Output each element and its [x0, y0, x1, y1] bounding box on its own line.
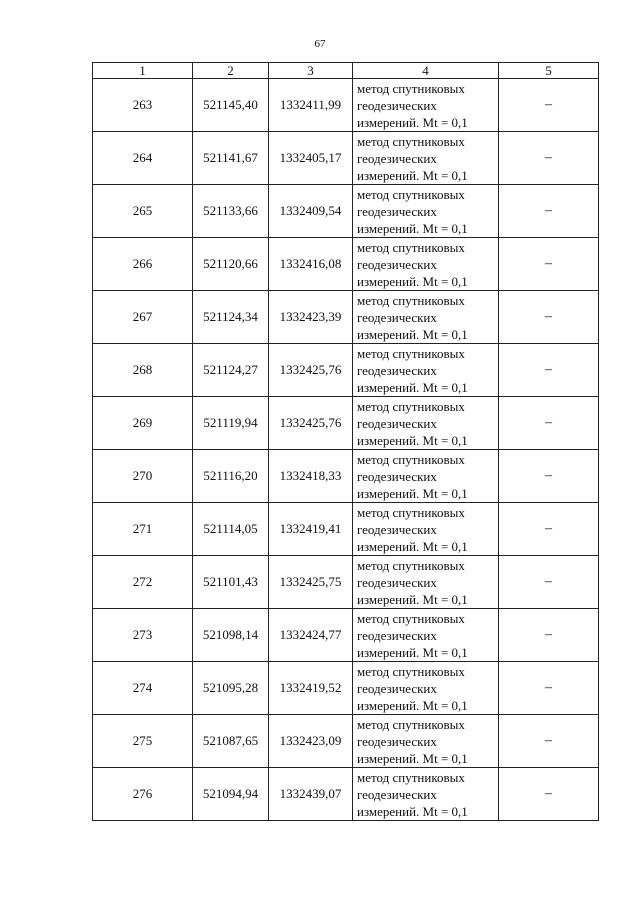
method-line: геодезических [357, 362, 437, 378]
point-number-cell: 269 [93, 397, 193, 450]
method-line: геодезических [357, 468, 437, 484]
y-coordinate-cell: 1332418,33 [269, 450, 353, 503]
method-line: метод спутниковых [357, 663, 465, 679]
header-cell: 5 [499, 63, 599, 79]
note-cell: – [499, 291, 599, 344]
y-coordinate-cell: 1332439,07 [269, 768, 353, 821]
method-cell [353, 185, 499, 238]
y-coordinate-cell: 1332416,08 [269, 238, 353, 291]
note-cell: – [499, 238, 599, 291]
x-coordinate-cell: 521133,66 [193, 185, 269, 238]
method-cell [353, 238, 499, 291]
note-cell: – [499, 185, 599, 238]
method-line: измерений. Mt = 0,1 [357, 697, 468, 713]
x-coordinate-cell: 521087,65 [193, 715, 269, 768]
y-coordinate-cell: 1332411,99 [269, 79, 353, 132]
method-cell [353, 503, 499, 556]
table-row [93, 609, 599, 662]
page-number: 67 [314, 38, 326, 50]
point-number-cell: 271 [93, 503, 193, 556]
table-body [93, 79, 599, 821]
method-line: метод спутниковых [357, 557, 465, 573]
method-line: измерений. Mt = 0,1 [357, 379, 468, 395]
method-cell [353, 397, 499, 450]
table-row [93, 503, 599, 556]
note-cell: – [499, 503, 599, 556]
method-cell [353, 556, 499, 609]
method-line: геодезических [357, 309, 437, 325]
note-cell: – [499, 609, 599, 662]
y-coordinate-cell: 1332419,41 [269, 503, 353, 556]
method-line: геодезических [357, 786, 437, 802]
method-line: геодезических [357, 203, 437, 219]
method-line: метод спутниковых [357, 504, 465, 520]
note-cell: – [499, 79, 599, 132]
y-coordinate-cell: 1332409,54 [269, 185, 353, 238]
point-number-cell: 276 [93, 768, 193, 821]
header-cell: 4 [353, 63, 499, 79]
table-row [93, 79, 599, 132]
note-cell: – [499, 344, 599, 397]
y-coordinate-cell: 1332423,39 [269, 291, 353, 344]
header-row [93, 63, 599, 79]
point-number-cell: 274 [93, 662, 193, 715]
note-cell: – [499, 768, 599, 821]
method-cell [353, 450, 499, 503]
point-number-cell: 275 [93, 715, 193, 768]
y-coordinate-cell: 1332423,09 [269, 715, 353, 768]
method-line: метод спутниковых [357, 292, 465, 308]
x-coordinate-cell: 521101,43 [193, 556, 269, 609]
y-coordinate-cell: 1332425,75 [269, 556, 353, 609]
method-line: метод спутниковых [357, 769, 465, 785]
x-coordinate-cell: 521124,34 [193, 291, 269, 344]
method-line: измерений. Mt = 0,1 [357, 591, 468, 607]
method-line: геодезических [357, 627, 437, 643]
note-cell: – [499, 450, 599, 503]
x-coordinate-cell: 521116,20 [193, 450, 269, 503]
method-line: метод спутниковых [357, 80, 465, 96]
header-cell: 2 [193, 63, 269, 79]
method-cell [353, 715, 499, 768]
method-line: метод спутниковых [357, 610, 465, 626]
x-coordinate-cell: 521145,40 [193, 79, 269, 132]
table-row [93, 291, 599, 344]
method-line: измерений. Mt = 0,1 [357, 114, 468, 130]
method-line: измерений. Mt = 0,1 [357, 273, 468, 289]
method-cell [353, 79, 499, 132]
method-line: геодезических [357, 97, 437, 113]
method-line: геодезических [357, 415, 437, 431]
method-line: измерений. Mt = 0,1 [357, 167, 468, 183]
method-cell [353, 291, 499, 344]
table-row [93, 185, 599, 238]
table-row [93, 344, 599, 397]
x-coordinate-cell: 521098,14 [193, 609, 269, 662]
note-cell: – [499, 556, 599, 609]
method-cell [353, 768, 499, 821]
method-line: геодезических [357, 256, 437, 272]
method-cell [353, 609, 499, 662]
coordinates-table [92, 62, 599, 821]
y-coordinate-cell: 1332425,76 [269, 344, 353, 397]
y-coordinate-cell: 1332419,52 [269, 662, 353, 715]
x-coordinate-cell: 521141,67 [193, 132, 269, 185]
table-row [93, 397, 599, 450]
method-line: геодезических [357, 150, 437, 166]
x-coordinate-cell: 521120,66 [193, 238, 269, 291]
x-coordinate-cell: 521095,28 [193, 662, 269, 715]
method-line: метод спутниковых [357, 186, 465, 202]
method-line: геодезических [357, 733, 437, 749]
x-coordinate-cell: 521119,94 [193, 397, 269, 450]
method-line: измерений. Mt = 0,1 [357, 538, 468, 554]
point-number-cell: 265 [93, 185, 193, 238]
method-line: метод спутниковых [357, 345, 465, 361]
header-cell: 3 [269, 63, 353, 79]
method-line: метод спутниковых [357, 451, 465, 467]
method-line: измерений. Mt = 0,1 [357, 644, 468, 660]
method-line: геодезических [357, 521, 437, 537]
note-cell: – [499, 397, 599, 450]
x-coordinate-cell: 521094,94 [193, 768, 269, 821]
method-line: геодезических [357, 574, 437, 590]
table-row [93, 768, 599, 821]
point-number-cell: 273 [93, 609, 193, 662]
point-number-cell: 264 [93, 132, 193, 185]
method-cell [353, 132, 499, 185]
method-line: измерений. Mt = 0,1 [357, 803, 468, 819]
y-coordinate-cell: 1332425,76 [269, 397, 353, 450]
method-line: измерений. Mt = 0,1 [357, 432, 468, 448]
point-number-cell: 266 [93, 238, 193, 291]
note-cell: – [499, 715, 599, 768]
table-row [93, 450, 599, 503]
table-row [93, 556, 599, 609]
x-coordinate-cell: 521124,27 [193, 344, 269, 397]
method-cell [353, 662, 499, 715]
point-number-cell: 268 [93, 344, 193, 397]
note-cell: – [499, 132, 599, 185]
note-cell: – [499, 662, 599, 715]
method-line: измерений. Mt = 0,1 [357, 220, 468, 236]
table-row [93, 662, 599, 715]
method-line: метод спутниковых [357, 398, 465, 414]
point-number-cell: 267 [93, 291, 193, 344]
point-number-cell: 263 [93, 79, 193, 132]
method-line: измерений. Mt = 0,1 [357, 485, 468, 501]
table-row [93, 238, 599, 291]
point-number-cell: 272 [93, 556, 193, 609]
method-cell [353, 344, 499, 397]
method-line: метод спутниковых [357, 133, 465, 149]
table-row [93, 715, 599, 768]
method-line: геодезических [357, 680, 437, 696]
method-line: метод спутниковых [357, 716, 465, 732]
table-row [93, 132, 599, 185]
x-coordinate-cell: 521114,05 [193, 503, 269, 556]
y-coordinate-cell: 1332424,77 [269, 609, 353, 662]
method-line: метод спутниковых [357, 239, 465, 255]
method-line: измерений. Mt = 0,1 [357, 750, 468, 766]
method-line: измерений. Mt = 0,1 [357, 326, 468, 342]
y-coordinate-cell: 1332405,17 [269, 132, 353, 185]
point-number-cell: 270 [93, 450, 193, 503]
header-cell: 1 [93, 63, 193, 79]
